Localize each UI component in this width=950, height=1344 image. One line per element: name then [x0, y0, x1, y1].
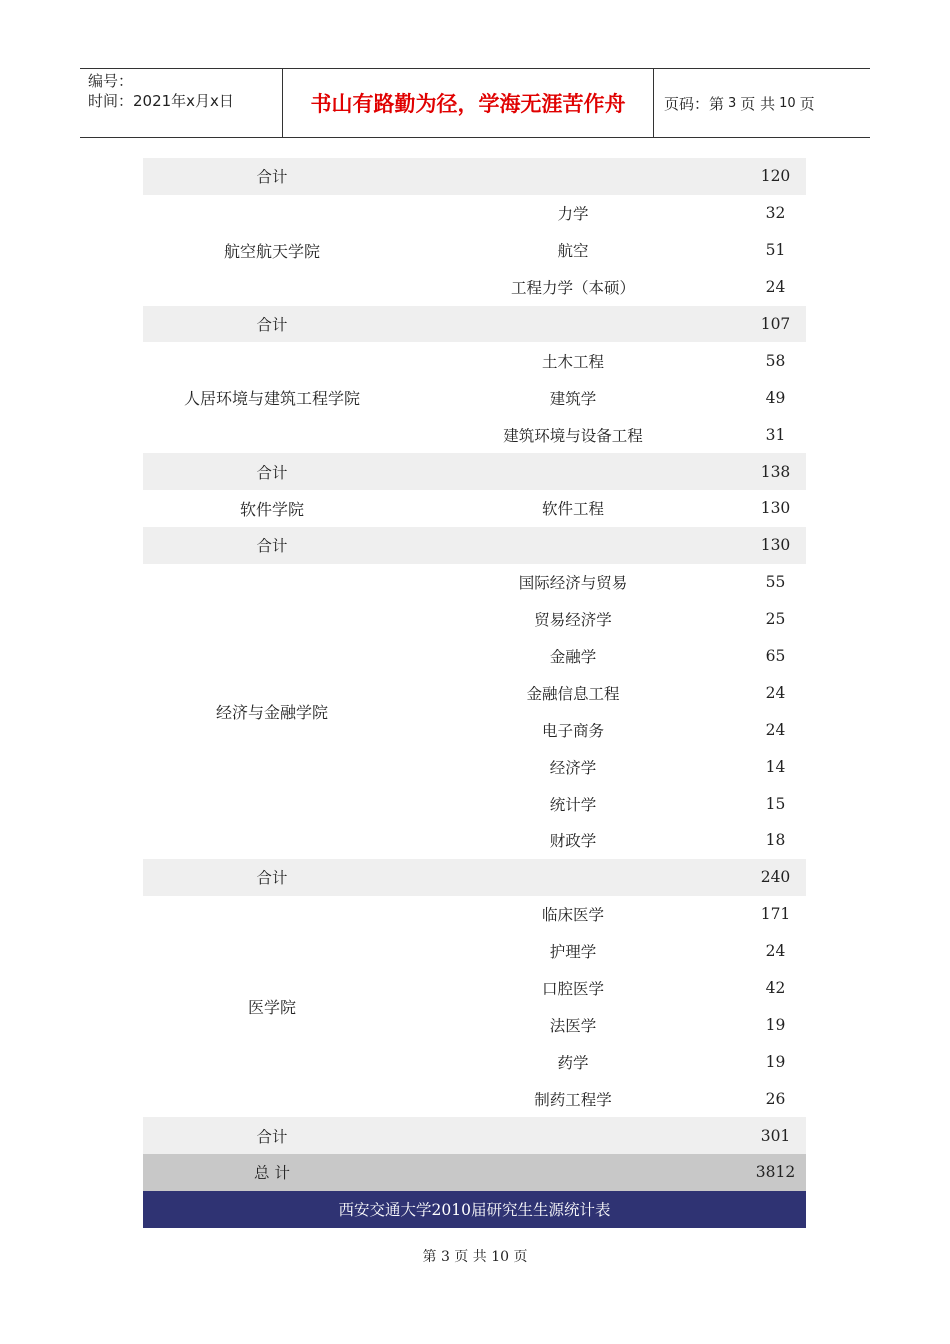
- major-name: 力学: [557, 205, 589, 224]
- page-header: [80, 68, 870, 138]
- subtotal-value: 107: [760, 315, 791, 333]
- major-name: 金融信息工程: [526, 684, 620, 703]
- major-name: 法医学: [549, 1016, 597, 1035]
- major-count: 24: [765, 720, 786, 739]
- table-row: [401, 638, 806, 675]
- table-row: [401, 674, 806, 711]
- subtotal-row: [143, 527, 806, 564]
- major-name: 航空: [557, 242, 589, 261]
- major-name: 建筑学: [549, 389, 597, 408]
- major-list: [401, 195, 806, 306]
- table-row: [401, 896, 806, 933]
- table-row: [401, 379, 806, 416]
- major-name: 工程力学（本硕）: [510, 279, 635, 298]
- college-group: [143, 490, 806, 527]
- major-name: 临床医学: [541, 906, 604, 925]
- major-name: 经济学: [549, 758, 597, 777]
- table-row: [401, 822, 806, 859]
- grand-total-value: 3812: [755, 1163, 796, 1182]
- major-name: 土木工程: [541, 352, 604, 371]
- major-count: 25: [765, 610, 786, 629]
- subtotal-row: [143, 158, 806, 195]
- table-row: [401, 1006, 806, 1043]
- college-group: [143, 195, 806, 306]
- table-row: [401, 490, 806, 527]
- major-count: 130: [760, 499, 791, 518]
- major-count: 19: [765, 1015, 786, 1034]
- college-group: [143, 896, 806, 1117]
- table-row: [401, 232, 806, 269]
- subtotal-label: 合计: [256, 1127, 288, 1146]
- table-row: [401, 342, 806, 379]
- major-list: [401, 896, 806, 1117]
- subtotal-value: 130: [760, 536, 791, 555]
- subtotal-row: [143, 453, 806, 490]
- table-row: [401, 601, 806, 638]
- major-name: 贸易经济学: [534, 611, 612, 630]
- major-count: 24: [765, 942, 786, 961]
- major-count: 24: [765, 278, 786, 297]
- major-name: 金融学: [549, 648, 597, 667]
- subtotal-value: 301: [760, 1126, 791, 1145]
- subtotal-label: 合计: [256, 869, 288, 888]
- table-caption: 西安交通大学2010届研究生生源统计表: [143, 1191, 806, 1228]
- college-name: 软件学院: [239, 499, 304, 519]
- table-row: [401, 785, 806, 822]
- major-name: 电子商务: [541, 721, 604, 740]
- major-name: 建筑环境与设备工程: [503, 426, 643, 445]
- major-name: 财政学: [549, 832, 597, 851]
- major-count: 14: [765, 757, 786, 776]
- subtotal-value: 120: [760, 167, 791, 186]
- subtotal-label: 合计: [256, 316, 288, 334]
- major-count: 18: [765, 831, 786, 850]
- page-suffix: 页: [799, 94, 815, 113]
- table-row: [401, 195, 806, 232]
- major-list: [401, 564, 806, 859]
- table-row: [401, 711, 806, 748]
- college-name: 人居环境与建筑工程学院: [183, 389, 360, 409]
- header-page-info: [654, 69, 870, 137]
- major-list: [401, 342, 806, 453]
- major-count: 55: [765, 573, 786, 592]
- college-group: [143, 342, 806, 453]
- number-label: 编号：: [88, 72, 134, 90]
- major-name: 软件工程: [541, 500, 604, 519]
- major-name: 口腔医学: [541, 980, 604, 999]
- table-row: [401, 1080, 806, 1117]
- major-count: 49: [765, 388, 786, 407]
- grand-total-row: [143, 1154, 806, 1191]
- college-name: 航空航天学院: [223, 241, 320, 261]
- subtotal-value: 138: [760, 462, 791, 481]
- major-count: 171: [760, 905, 791, 924]
- major-count: 24: [765, 683, 786, 702]
- header-motto: 书山有路勤为径，学海无涯苦作舟: [282, 69, 654, 137]
- table-row: [401, 1043, 806, 1080]
- major-count: 42: [765, 979, 786, 998]
- page-footer: 第 3 页 共 10 页: [422, 1249, 528, 1265]
- major-name: 护理学: [549, 943, 597, 962]
- subtotal-value: 240: [760, 868, 791, 887]
- header-meta: [80, 69, 282, 137]
- table-row: [401, 416, 806, 453]
- college-group: [143, 564, 806, 859]
- subtotal-label: 合计: [256, 463, 288, 482]
- table-row: [401, 970, 806, 1007]
- major-count: 26: [765, 1089, 786, 1108]
- major-count: 65: [765, 647, 786, 666]
- college-groups: [143, 195, 806, 1154]
- enrollment-table: [143, 158, 806, 1228]
- table-row: [401, 269, 806, 306]
- major-count: 51: [765, 241, 786, 260]
- page-prefix: 页码：第: [664, 94, 725, 113]
- page-total: 10: [779, 95, 796, 111]
- major-count: 32: [765, 204, 786, 223]
- major-name: 统计学: [549, 795, 597, 814]
- major-count: 15: [765, 794, 786, 813]
- subtotal-row: [143, 859, 806, 896]
- college-name: 医学院: [247, 997, 296, 1017]
- major-name: 国际经济与贸易: [518, 574, 628, 593]
- major-list: [401, 490, 806, 527]
- subtotal-row: [143, 306, 806, 343]
- table-row: [401, 748, 806, 785]
- major-name: 药学: [557, 1053, 589, 1072]
- major-count: 19: [765, 1052, 786, 1071]
- table-row: [401, 933, 806, 970]
- subtotal-label: 合计: [256, 168, 288, 187]
- time-label: 时间：2021年x月x日: [88, 92, 234, 110]
- major-count: 58: [765, 351, 786, 370]
- page-current: 3: [728, 95, 737, 111]
- major-name: 制药工程学: [534, 1090, 612, 1109]
- college-name: 经济与金融学院: [215, 702, 328, 722]
- table-row: [401, 564, 806, 601]
- page-mid: 页 共: [740, 94, 776, 113]
- major-count: 31: [765, 425, 786, 444]
- subtotal-row: [143, 1117, 806, 1154]
- grand-total-label: 总 计: [254, 1164, 290, 1183]
- subtotal-label: 合计: [256, 537, 288, 556]
